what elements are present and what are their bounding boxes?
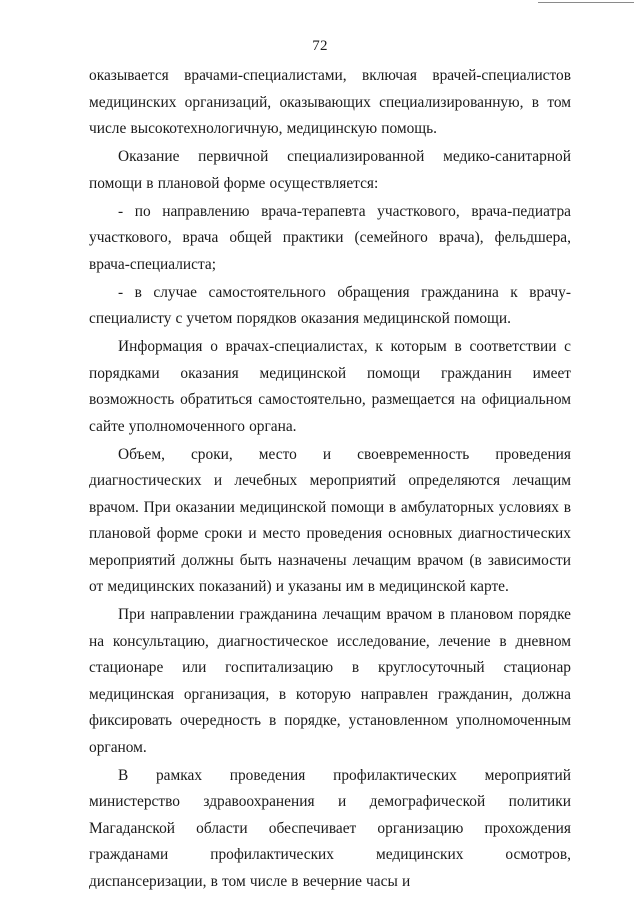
paragraph-specialist-info: Информация о врачах-специалистах, к которым в соответствии с порядками оказания медицинской помощи гражданин имеет возможность обратиться самостоятельно, размещается на официальном сайте уполномоченного органа. bbox=[89, 338, 571, 435]
page-number: 72 bbox=[312, 38, 328, 54]
paragraph-preventive-measures: В рамках проведения профилактических мероприятий министерство здравоохранения и демографической политики Магаданской области обеспечивает организацию прохождения гражданами профилактических медицинских осмотров, диспансеризации, в том числе в вечерние часы и bbox=[89, 766, 571, 890]
document-body bbox=[89, 63, 571, 895]
list-item-referral: - по направлению врача-терапевта участкового, врача-педиатра участкового, врача общей практики (семейного врача), фельдшера, врача-специалиста; bbox=[89, 202, 571, 273]
paragraph-continuation: оказывается врачами-специалистами, включая врачей-специалистов медицинских организаций, оказывающих специализированную, в том числе высокотехнологичную, медицинскую помощь. bbox=[89, 67, 571, 137]
paragraph-primary-care-intro: Оказание первичной специализированной медико-санитарной помощи в плановой форме осуществляется: bbox=[89, 148, 571, 192]
paragraph-diagnostics-scope: Объем, сроки, место и своевременность проведения диагностических и лечебных мероприятий определяются лечащим врачом. При оказании медицинской помощи в амбулаторных условиях в плановой форме сроки и место проведения основных диагностических мероприятий должны быть назначены лечащим врачом (в зависимости от медицинских показаний) и указаны им в медицинской карте. bbox=[89, 445, 571, 595]
top-edge-rule bbox=[538, 2, 634, 3]
list-item-self-referral: - в случае самостоятельного обращения гражданина к врачу-специалисту с учетом порядков оказания медицинской помощи. bbox=[89, 283, 571, 327]
paragraph-planned-referral-queue: При направлении гражданина лечащим врачом в плановом порядке на консультацию, диагностическое исследование, лечение в дневном стационаре или госпитализацию в круглосуточный стационар медицинская организация, в которую направлен гражданин, должна фиксировать очередность в порядке, установленном уполномоченным органом. bbox=[89, 606, 571, 756]
